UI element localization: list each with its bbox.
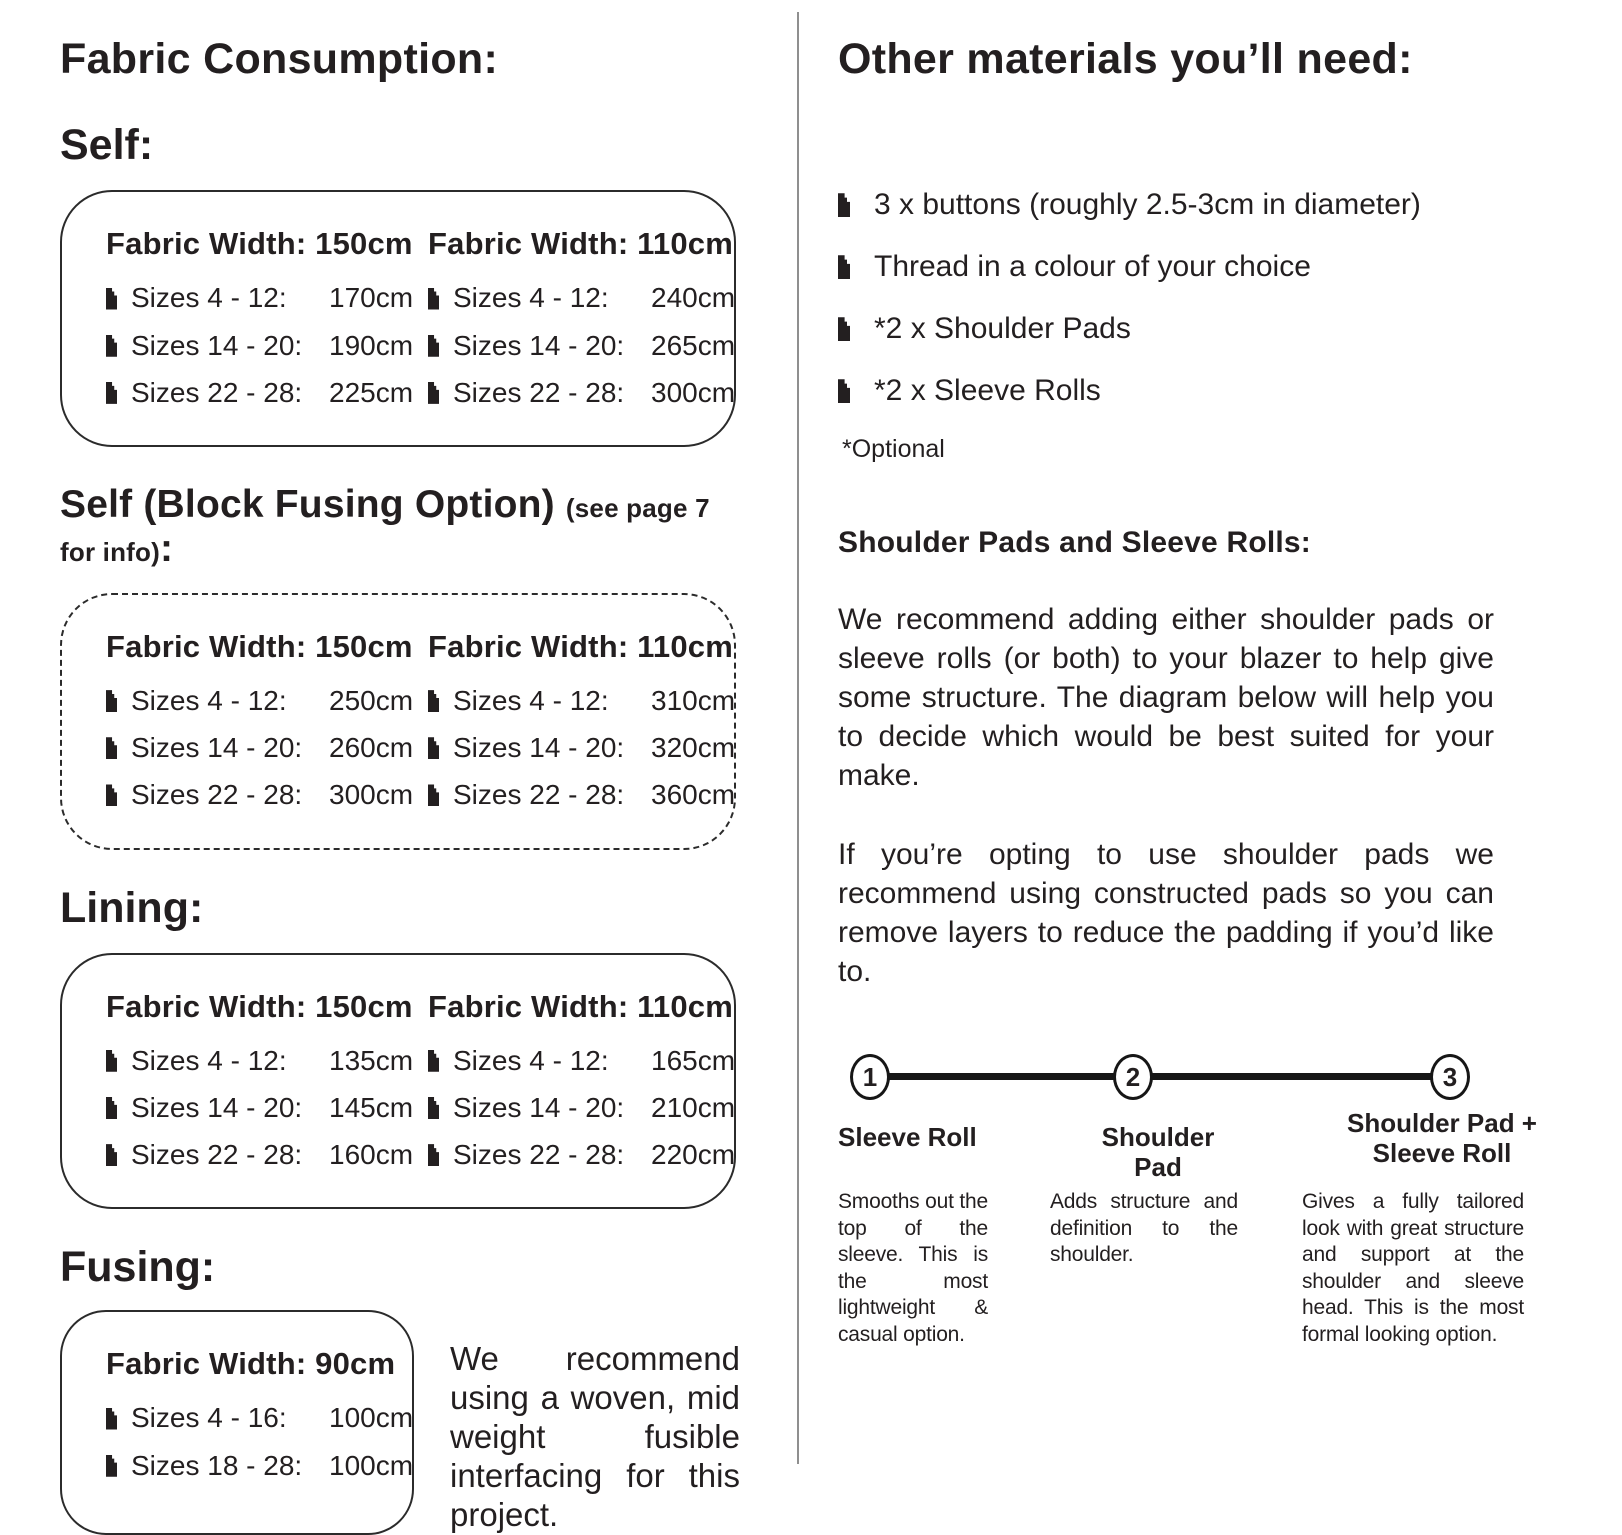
- size-range-label: Sizes 22 - 28:: [131, 779, 303, 811]
- materials-list: [838, 187, 1530, 409]
- size-row: [106, 1402, 414, 1434]
- option-2-label: Shoulder Pad: [1101, 1122, 1215, 1183]
- size-amount: 100cm: [329, 1402, 414, 1434]
- material-item: [838, 187, 1530, 223]
- size-amount: 300cm: [329, 779, 414, 811]
- size-row: [106, 330, 428, 362]
- pattern-notch-icon: [428, 382, 439, 404]
- size-amount: 250cm: [329, 685, 414, 716]
- optional-footnote: *Optional: [842, 435, 945, 464]
- size-amount: 135cm: [329, 1044, 414, 1076]
- fabric-width-150-column: [106, 629, 428, 812]
- fabric-width-150-column: [106, 989, 428, 1172]
- pattern-notch-icon: [428, 737, 439, 759]
- pattern-notch-icon: [428, 1144, 439, 1166]
- pattern-notch-icon: [838, 255, 850, 279]
- fabric-width-150-column: [106, 226, 428, 409]
- page-title: Fabric Consumption:: [60, 35, 499, 83]
- size-amount: 310cm: [651, 685, 736, 716]
- size-range-label: Sizes 22 - 28:: [131, 376, 303, 408]
- size-row: [106, 282, 428, 314]
- fabric-width-header: Fabric Width: 150cm: [106, 629, 413, 664]
- size-range-label: Sizes 22 - 28:: [453, 376, 625, 408]
- size-range-label: Sizes 4 - 12:: [131, 1044, 287, 1076]
- size-row: [106, 1449, 414, 1482]
- self-fabric-box: [60, 190, 736, 447]
- fabric-width-110-column: [428, 989, 735, 1172]
- size-amount: 240cm: [651, 282, 736, 314]
- size-amount: 160cm: [329, 1139, 414, 1171]
- size-range-label: Sizes 14 - 20:: [453, 732, 625, 764]
- size-range-label: Sizes 14 - 20:: [131, 329, 303, 361]
- size-range-label: Sizes 4 - 12:: [131, 282, 287, 314]
- size-amount: 145cm: [329, 1091, 414, 1123]
- pattern-notch-icon: [106, 1050, 117, 1072]
- fusing-section: [60, 1310, 742, 1535]
- scale-line: [870, 1073, 1450, 1080]
- pattern-notch-icon: [106, 690, 117, 712]
- shoulder-pads-paragraph-1: We recommend adding either shoulder pads or sleeve rolls (or both) to your blazer to help give some structure. The diagram below will help you to decide which would be best suited for your make.: [838, 603, 1494, 793]
- column-divider: [797, 12, 799, 1464]
- pattern-notch-icon: [838, 193, 850, 217]
- size-amount: 265cm: [651, 329, 736, 361]
- size-row: [106, 1092, 428, 1124]
- fabric-width-110-column: [428, 226, 735, 409]
- scale-point-2-icon: 2: [1113, 1054, 1153, 1100]
- option-1-description: Smooths out the top of the sleeve. This is the most lightweight & casual option.: [838, 1190, 988, 1346]
- material-label: *2 x Shoulder Pads: [874, 312, 1131, 346]
- size-row: [428, 732, 735, 764]
- material-item: [838, 249, 1530, 285]
- pattern-notch-icon: [106, 784, 117, 806]
- option-3-label-line2: Sleeve Roll: [1372, 1138, 1512, 1169]
- size-amount: 360cm: [651, 779, 736, 811]
- size-amount: 190cm: [329, 329, 414, 361]
- size-amount: 260cm: [329, 732, 414, 764]
- size-row: [106, 377, 428, 409]
- structure-options-diagram: [838, 1047, 1537, 1367]
- size-row: [106, 685, 428, 717]
- size-row: [106, 732, 428, 764]
- size-amount: 320cm: [651, 732, 736, 764]
- size-range-label: Sizes 22 - 28:: [453, 779, 625, 811]
- option-3-description: Gives a fully tailored look with great structure and support at the shoulder and sleeve head. This is the most formal looking option.: [1302, 1190, 1524, 1346]
- material-label: Thread in a colour of your choice: [874, 250, 1311, 284]
- block-fusing-heading-colon: :: [160, 527, 174, 570]
- size-row: [106, 1139, 428, 1171]
- block-fusing-fabric-box: [60, 593, 736, 850]
- size-range-label: Sizes 18 - 28:: [131, 1449, 303, 1481]
- option-3-label: [1336, 1109, 1548, 1169]
- block-fusing-heading-text: Self (Block Fusing Option): [60, 483, 555, 526]
- pattern-notch-icon: [106, 1455, 117, 1477]
- section-heading-fusing: Fusing:: [60, 1243, 216, 1292]
- size-row: [428, 1139, 735, 1171]
- option-1-label: Sleeve Roll: [838, 1122, 977, 1153]
- pattern-notch-icon: [106, 382, 117, 404]
- option-3-label-line1: Shoulder Pad +: [1347, 1108, 1537, 1139]
- material-label: *2 x Sleeve Rolls: [874, 374, 1101, 408]
- size-row: [106, 779, 428, 811]
- size-range-label: Sizes 14 - 20:: [453, 329, 625, 361]
- size-amount: 100cm: [329, 1449, 414, 1481]
- section-heading-block-fusing: [60, 483, 742, 571]
- section-heading-self: Self:: [60, 121, 154, 170]
- material-item: [838, 373, 1530, 409]
- fabric-width-header: Fabric Width: 110cm: [428, 988, 733, 1024]
- fabric-width-110-column: [428, 629, 735, 812]
- fabric-width-header: Fabric Width: 110cm: [428, 226, 733, 262]
- fabric-width-header: Fabric Width: 90cm: [106, 1346, 396, 1382]
- fusing-recommendation-note: We recommend using a woven, mid weight fusible interfacing for this project.: [450, 1340, 740, 1534]
- size-amount: 170cm: [329, 282, 414, 314]
- section-heading-lining: Lining:: [60, 883, 204, 932]
- scale-point-1-icon: 1: [850, 1054, 890, 1100]
- block-fusing-heading-note: (see page 7 for info): [60, 493, 710, 567]
- size-row: [106, 1045, 428, 1077]
- pattern-notch-icon: [428, 335, 439, 357]
- size-range-label: Sizes 14 - 20:: [131, 732, 303, 764]
- size-row: [428, 330, 735, 362]
- size-range-label: Sizes 4 - 12:: [453, 1044, 609, 1076]
- size-row: [428, 685, 735, 717]
- material-item: [838, 311, 1530, 347]
- shoulder-pads-subheading: Shoulder Pads and Sleeve Rolls:: [838, 526, 1312, 560]
- fabric-consumption-column: [60, 36, 742, 1535]
- size-range-label: Sizes 22 - 28:: [453, 1139, 625, 1171]
- pattern-notch-icon: [106, 335, 117, 357]
- pattern-notch-icon: [106, 737, 117, 759]
- size-amount: 300cm: [651, 376, 736, 408]
- size-range-label: Sizes 14 - 20:: [131, 1091, 303, 1123]
- size-amount: 165cm: [651, 1044, 736, 1076]
- other-materials-column: [838, 35, 1537, 1367]
- size-range-label: Sizes 14 - 20:: [453, 1091, 625, 1123]
- pattern-notch-icon: [428, 784, 439, 806]
- pattern-notch-icon: [106, 1144, 117, 1166]
- fabric-width-header: Fabric Width: 150cm: [106, 226, 413, 262]
- size-range-label: Sizes 22 - 28:: [131, 1139, 303, 1171]
- size-range-label: Sizes 4 - 16:: [131, 1402, 287, 1434]
- size-row: [428, 1045, 735, 1077]
- option-2-description: Adds structure and definition to the shoulder.: [1050, 1190, 1238, 1267]
- size-row: [428, 377, 735, 409]
- size-row: [428, 779, 735, 811]
- size-amount: 210cm: [651, 1091, 736, 1123]
- fabric-width-header: Fabric Width: 110cm: [428, 629, 733, 664]
- pattern-notch-icon: [838, 317, 850, 341]
- pattern-notch-icon: [428, 1097, 439, 1119]
- size-amount: 225cm: [329, 376, 414, 408]
- pattern-notch-icon: [428, 690, 439, 712]
- scale-point-3-icon: 3: [1430, 1054, 1470, 1100]
- lining-fabric-box: [60, 953, 736, 1210]
- size-row: [428, 282, 735, 314]
- size-amount: 220cm: [651, 1139, 736, 1171]
- shoulder-pads-paragraph-2: If you’re opting to use shoulder pads we recommend using constructed pads so you can remove layers to reduce the padding if you’d like to.: [838, 838, 1494, 989]
- pattern-notch-icon: [428, 288, 439, 310]
- size-row: [428, 1092, 735, 1124]
- size-range-label: Sizes 4 - 12:: [453, 282, 609, 314]
- size-range-label: Sizes 4 - 12:: [131, 685, 287, 716]
- other-materials-title: Other materials you’ll need:: [838, 35, 1413, 83]
- fusing-fabric-box: [60, 1310, 414, 1535]
- material-label: 3 x buttons (roughly 2.5-3cm in diameter): [874, 188, 1421, 222]
- fabric-width-header: Fabric Width: 150cm: [106, 988, 413, 1024]
- pattern-notch-icon: [428, 1050, 439, 1072]
- size-range-label: Sizes 4 - 12:: [453, 685, 609, 716]
- pattern-notch-icon: [106, 288, 117, 310]
- pattern-notch-icon: [838, 379, 850, 403]
- pattern-notch-icon: [106, 1408, 117, 1430]
- pattern-notch-icon: [106, 1097, 117, 1119]
